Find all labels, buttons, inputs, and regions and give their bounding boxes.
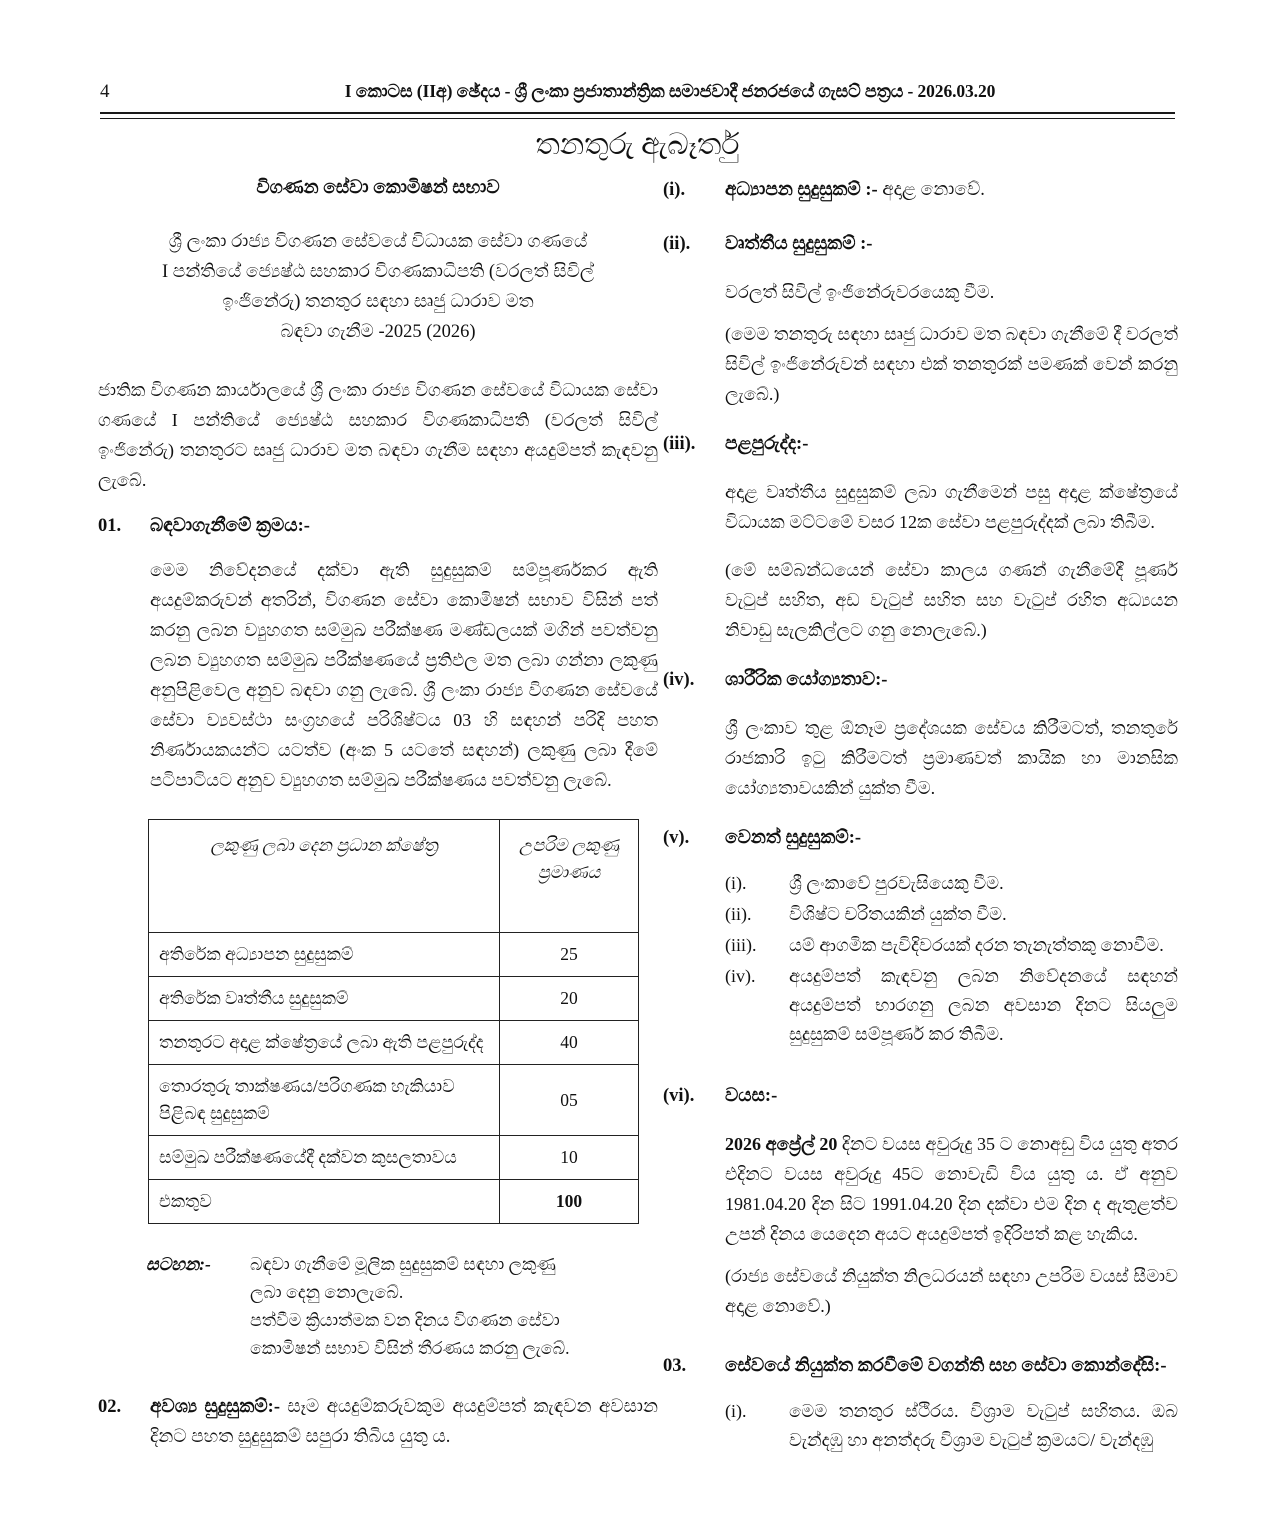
list-item-number: (ii). bbox=[725, 904, 752, 924]
qualification-item-v-number: (v). bbox=[663, 828, 690, 848]
section-03-list bbox=[725, 1397, 1178, 1455]
note-line: බඳවා ගැනීමේ මූලික සුදුසුකම් සඳහා ලකුණු bbox=[250, 1254, 556, 1274]
qualification-item-iv bbox=[663, 665, 1178, 695]
qualification-item-iii-para-2: (මේ සම්බන්ධයෙන් සේවා කාලය ගණන් ගැනීමේදී පූර්ණ වැටුප් සහිත, අඩ වැටුප් සහිත සහ වැටුප් රහිත අධ්‍යයන නිවාඩු සැලකිල්ලට ගනු නොලැබේ.) bbox=[725, 560, 1178, 640]
qualification-item-iii bbox=[663, 429, 1178, 459]
other-qualifications-list bbox=[725, 869, 1178, 1049]
left-column bbox=[98, 175, 658, 1458]
age-paragraph bbox=[725, 1129, 1178, 1249]
section-03-number: 03. bbox=[663, 1356, 687, 1376]
table-cell-field: සම්මුඛ පරීක්ෂණයේදී දක්වන කුසලතාවය bbox=[149, 1136, 500, 1180]
vacancy-title bbox=[98, 227, 658, 347]
list-item-text: ශ්‍රී ලංකාවේ පුරවැසියෙකු වීම. bbox=[789, 873, 1004, 893]
vacancy-title-line: ශ්‍රී ලංකා රාජ්‍ය විගණන සේවයේ විධායක සේවා ගණයේ bbox=[168, 232, 588, 252]
issuing-authority: විගණන සේවා කොමිෂන් සභාව bbox=[256, 178, 500, 198]
qualification-item-v-heading: වෙනත් සුදුසුකම්:- bbox=[725, 828, 862, 848]
section-02-body bbox=[150, 1392, 658, 1452]
list-item-text: යම් ආගමික පැවිදිවරයක් දරන තැනැත්තකු නොවීම. bbox=[789, 935, 1164, 955]
qualification-item-i-heading: අධ්‍යාපන සුදුසුකම් :- bbox=[725, 180, 878, 200]
table-header-marks: උපරිම ලකුණු ප්‍රමාණය bbox=[500, 820, 639, 933]
section-03-title: සේවයේ නියුක්ත කරවීමේ වගන්ති සහ සේවා කොන්දේසි:- bbox=[725, 1356, 1167, 1376]
table-total-marks: 100 bbox=[500, 1180, 639, 1224]
section-01-paragraph: මෙම නිවේදනයේ දක්වා ඇති සුදුසුකම් සම්පූර්ණකර ඇති අයදුම්කරුවන් අතරින්, විගණන සේවා කොමිෂන් සභාව විසින් පත් කරනු ලබන ව්‍යුහගත සම්මුඛ පරීක්ෂණ මණ්ඩලයක් මගින් පවත්වනු ලබන ව්‍යුහගත සම්මුඛ පරීක්ෂණයේ ප්‍රතිඵල මත ලබා ගන්නා ලකුණු අනුපිළිවෙල අනුව බඳවා ගනු ලැබේ. ශ්‍රී ලංකා රාජ්‍ය විගණන සේවයේ සේවා ව්‍යවස්ථා සංග්‍රහයේ පරිශිෂ්ටය 03 හි සඳහන් පරිදි පහත නිර්ණායකයන්ට යටත්ව (අංක 5 යටතේ සඳහන්) ලකුණු ලබා දීමේ පටිපාටියට අනුව ව්‍යුහගත සම්මුඛ පරීක්ෂණය පවත්වනු ලැබේ. bbox=[150, 560, 658, 790]
table-row bbox=[149, 1065, 639, 1136]
qualification-item-ii-para-2: (මෙම තනතුරු සඳහා සෘජු ධාරාව මත බඳවා ගැනීමේ දී වරලත් සිවිල් ඉංජිනේරුවන් සඳහා එක් තනතුරක් පමණක් වෙන් කරනු ලැබේ.) bbox=[725, 324, 1178, 404]
section-02 bbox=[98, 1392, 658, 1452]
qualification-item-i-body bbox=[725, 175, 1178, 205]
spacer bbox=[663, 209, 1178, 229]
spacer bbox=[663, 1321, 1178, 1351]
list-item-text: අයදුම්පත් කැඳවනු ලබන නිවේදනයේ සඳහන් අයදුම්පත් භාරගනු ලබන අවසාන දිනට සියලුම සුදුසුකම් සම්පූර්ණ කර තිබීම. bbox=[789, 966, 1178, 1044]
table-cell-field: තනතුරට අදාළ ක්ෂේත්‍රයේ ලබා ඇති පළපුරුද්ද bbox=[149, 1021, 500, 1065]
vacancy-title-line: I පන්තියේ ජ්‍යෙෂ්ඨ සහකාර විගණකාධිපති (වරලත් සිවිල් bbox=[161, 262, 595, 282]
spacer bbox=[663, 1051, 1178, 1081]
list-item bbox=[725, 931, 1178, 960]
qualification-item-iv-heading: ශාරීරික යෝග්‍යතාව:- bbox=[725, 670, 888, 690]
marks-table bbox=[148, 819, 639, 1224]
qualification-item-vi bbox=[663, 1081, 1178, 1111]
vacancy-title-line: ඉංජිනේරු) තනතුර සඳහා සෘජු ධාරාව මත bbox=[222, 292, 534, 312]
note-line: කොමිෂන් සභාව විසින් තීරණය කරනු ලැබේ. bbox=[250, 1338, 570, 1358]
table-header-field: ලකුණු ලබා දෙන ප්‍රධාන ක්ෂේත්‍ර bbox=[149, 820, 500, 933]
section-02-text: සෑම අයදුම්කරුවකුම අයදුම්පත් කැඳවන අවසාන දිනට පහත සුදුසුකම් සපුරා තිබිය යුතු ය. bbox=[150, 1397, 658, 1447]
table-total-label: එකතුව bbox=[149, 1180, 500, 1224]
spacer bbox=[663, 409, 1178, 429]
section-01 bbox=[98, 511, 658, 541]
section-02-title: අවශ්‍ය සුදුසුකම්:- bbox=[150, 1397, 280, 1417]
qualification-item-vi-number: (vi). bbox=[663, 1086, 695, 1106]
list-item-number: (i). bbox=[725, 873, 747, 893]
table-row bbox=[149, 1021, 639, 1065]
qualification-item-iv-number: (iv). bbox=[663, 670, 695, 690]
table-cell-marks: 10 bbox=[500, 1136, 639, 1180]
table-total-row bbox=[149, 1180, 639, 1224]
section-02-number: 02. bbox=[98, 1397, 122, 1417]
intro-paragraph: ජාතික විගණන කාර්යාලයේ ශ්‍රී ලංකා රාජ්‍ය විගණන සේවයේ විධායක සේවා ගණයේ I පන්තියේ ජ්‍යෙෂ්ඨ සහකාර විගණකාධිපති (වරලත් සිවිල් ඉංජිනේරු) තනතුරට සෘජු ධාරාව මත බඳවා ගැනීම සඳහා අයදුම්පත් කැඳවනු ලැබේ. bbox=[98, 380, 658, 490]
qualification-item-iii-para-1: අදාළ වෘත්තීය සුදුසුකම් ලබා ගැනීමෙන් පසු අදාළ ක්ෂේත්‍රයේ විධායක මට්ටමේ වසර 12ක සේවා පළපුරුද්දක් ලබා තිබීම. bbox=[725, 482, 1178, 532]
qualification-item-iii-heading: පළපුරුද්ද:- bbox=[725, 434, 809, 454]
qualification-item-ii bbox=[663, 229, 1178, 259]
marks-table-wrapper bbox=[148, 819, 619, 1224]
list-item-number: (iv). bbox=[725, 966, 756, 986]
table-row bbox=[149, 933, 639, 977]
list-item bbox=[725, 869, 1178, 898]
qualification-item-iv-para-1: ශ්‍රී ලංකාව තුළ ඕනෑම ප්‍රදේශයක සේවය කිරීමටත්, තනතුරේ රාජකාරි ඉටු කිරීමටත් ප්‍රමාණවත් කායික හා මානසික යෝග්‍යතාවයකින් යුක්ත වීම. bbox=[725, 718, 1178, 798]
qualification-item-iii-number: (iii). bbox=[663, 434, 696, 454]
page-number: 4 bbox=[100, 81, 110, 102]
list-item-number: (i). bbox=[725, 1401, 747, 1421]
table-cell-marks: 25 bbox=[500, 933, 639, 977]
table-cell-field: අතිරේක අධ්‍යාපන සුදුසුකම් bbox=[149, 933, 500, 977]
running-head-title: I කොටස (IIඅ) ඡේදය - ශ්‍රී ලංකා ප්‍රජාතාන්ත්‍රික සමාජවාදී ජනරජයේ ගැසට් පත්‍රය - 2026.03.20 bbox=[344, 81, 996, 101]
list-item-text: විශිෂ්ට චරිතයකින් යුක්ත වීම. bbox=[789, 904, 1007, 924]
table-note bbox=[146, 1250, 658, 1362]
age-paragraph-text: දිනට වයස අවුරුදු 35 ට නොඅඩු විය යුතු අතර එදිනට වයස අවුරුදු 45ට නොවැඩි විය යුතු ය. ඒ අනුව 1981.04.20 දින සිට 1991.04.20 දින දක්වා එම දින ද ඇතුළත්ව උපන් දිනය යෙදෙන අයට අයදුම්පත් ඉදිරිපත් කළ හැකිය. bbox=[725, 1134, 1178, 1244]
qualification-item-ii-heading: වෘත්තීය සුදුසුකම් :- bbox=[725, 234, 873, 254]
qualification-item-v bbox=[663, 823, 1178, 853]
table-cell-field: අතිරේක වෘත්තීය සුදුසුකම් bbox=[149, 977, 500, 1021]
note-line: ලබා දෙනු නොලැබේ. bbox=[250, 1282, 404, 1302]
qualification-item-ii-number: (ii). bbox=[663, 234, 691, 254]
table-cell-field: තොරතුරු තාක්ෂණය/පරිගණක හැකියාව පිළිබඳ සුදුසුකම් bbox=[149, 1065, 500, 1136]
table-cell-marks: 40 bbox=[500, 1021, 639, 1065]
spacer bbox=[98, 1362, 658, 1392]
header-divider bbox=[100, 112, 1175, 119]
qualification-item-ii-para-1: වරලත් සිවිල් ඉංජිනේරුවරයෙකු වීම. bbox=[725, 282, 995, 302]
list-item bbox=[725, 962, 1178, 1049]
note-label: සටහන:- bbox=[146, 1254, 211, 1274]
table-cell-marks: 05 bbox=[500, 1065, 639, 1136]
qualification-item-vi-heading: වයස:- bbox=[725, 1086, 778, 1106]
table-row bbox=[149, 977, 639, 1021]
age-reference-date: 2026 අප්‍රේල් 20 bbox=[725, 1134, 838, 1154]
right-column bbox=[663, 175, 1178, 1457]
qualification-item-i-number: (i). bbox=[663, 180, 686, 200]
age-note: (රාජ්‍ය සේවයේ නියුක්ත නිලධරයන් සඳහා උපරිම වයස් සීමාව අදාළ නොවේ.) bbox=[725, 1266, 1178, 1316]
list-item-number: (iii). bbox=[725, 935, 757, 955]
section-03 bbox=[663, 1351, 1178, 1381]
vacancy-title-line: බඳවා ගැනීම -2025 (2026) bbox=[280, 322, 476, 342]
spacer bbox=[663, 645, 1178, 665]
page-title: තනතුරු ඇබෑර්තු bbox=[535, 128, 740, 161]
qualification-item-i bbox=[663, 175, 1178, 205]
list-item bbox=[725, 1397, 1178, 1455]
table-row bbox=[149, 1136, 639, 1180]
table-cell-marks: 20 bbox=[500, 977, 639, 1021]
note-line: පත්වීම ක්‍රියාත්මක වන දිනය විගණන සේවා bbox=[250, 1310, 560, 1330]
spacer bbox=[663, 803, 1178, 823]
section-01-title: බඳවාගැනීමේ ක්‍රමය:- bbox=[150, 516, 310, 536]
qualification-item-i-inline: අදාළ නොවේ. bbox=[877, 180, 985, 200]
running-head bbox=[100, 78, 1175, 108]
note-body bbox=[250, 1250, 658, 1362]
list-item bbox=[725, 900, 1178, 929]
section-01-number: 01. bbox=[98, 516, 122, 536]
table-header-row bbox=[149, 820, 639, 933]
list-item-text: මෙම තනතුර ස්ථිරය. විශ්‍රාම වැටුප් සහිතය. ඔබ වැන්දඹු හා අනත්දරු විශ්‍රාම වැටුප් ක්‍රමයට/ වැන්දඹු bbox=[789, 1401, 1178, 1450]
